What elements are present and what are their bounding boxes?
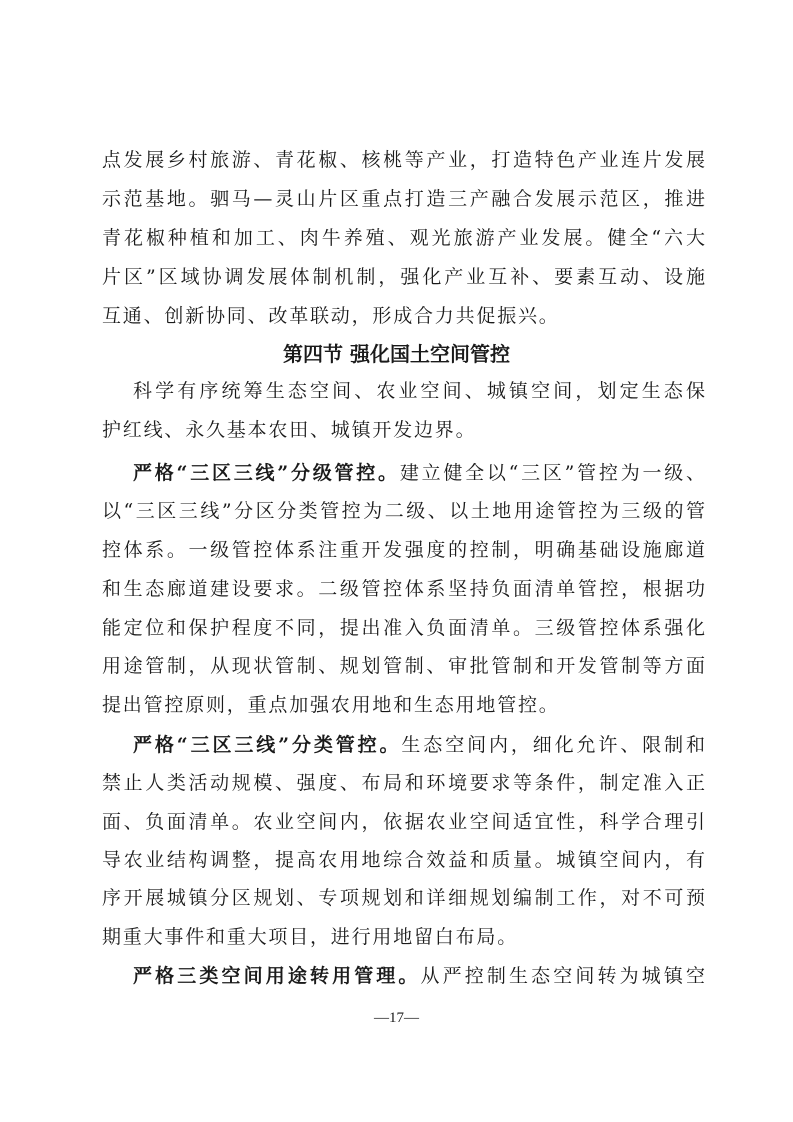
paragraph-first-line [133,456,705,490]
paragraph-first-line [133,959,705,993]
paragraph-text: 从严控制生态空间转为城镇空 [420,965,705,987]
paragraph-text: 生态空间内，细化允许、限制和 [401,734,705,756]
paragraph-line: 面、负面清单。农业空间内，依据农业空间适宜性，科学合理引 [102,811,705,833]
paragraph-line: 用途管制，从现状管制、规划管制、审批管制和开发管制等方面 [102,655,705,677]
paragraph-line: 点发展乡村旅游、青花椒、核桃等产业，打造特色产业连片发展 [102,149,705,171]
paragraph-line: 科学有序统筹生态空间、农业空间、城镇空间，划定生态保 [133,380,705,402]
paragraph-line: 护红线、永久基本农田、城镇开发边界。 [102,419,477,441]
paragraph-line: 期重大事件和重大项目，进行用地留白布局。 [102,926,519,948]
paragraph-lead-bold: 严格三类空间用途转用管理。 [133,965,421,987]
paragraph-line: 序开展城镇分区规划、专项规划和详细规划编制工作，对不可预 [102,887,705,909]
paragraph-line: 片区”区域协调发展体制机制，强化产业互补、要素互动、设施 [102,266,705,288]
paragraph-text: 建立健全以“三区”管控为一级、 [399,462,705,484]
paragraph-line: 导农业结构调整，提高农用地综合效益和质量。城镇空间内，有 [102,849,705,871]
paragraph-line: 提出管控原则，重点加强农用地和生态用地管控。 [102,694,560,716]
paragraph-line: 互通、创新协同、改革联动，形成合力共促振兴。 [102,305,560,327]
paragraph-lead-bold: 严格“三区三线”分类管控。 [133,734,402,756]
paragraph-line: 青花椒种植和加工、肉牛养殖、观光旅游产业发展。健全“六大 [102,227,705,249]
paragraph-line: 示范基地。驷马—灵山片区重点打造三产融合发展示范区，推进 [102,188,705,210]
section-heading: 第四节 强化国土空间管控 [283,342,510,366]
paragraph-line: 禁止人类活动规模、强度、布局和环境要求等条件，制定准入正 [102,772,705,794]
paragraph-line: 能定位和保护程度不同，提出准入负面清单。三级管控体系强化 [102,617,705,639]
paragraph-line: 以“三区三线”分区分类管控为二级、以土地用途管控为三级的管 [102,500,705,522]
page-number: —17— [374,1010,419,1026]
paragraph-first-line [133,728,705,762]
paragraph-line: 和生态廊道建设要求。二级管控体系坚持负面清单管控，根据功 [102,578,705,600]
paragraph-line: 控体系。一级管控体系注重开发强度的控制，明确基础设施廊道 [102,539,705,561]
paragraph-lead-bold: 严格“三区三线”分级管控。 [133,462,400,484]
